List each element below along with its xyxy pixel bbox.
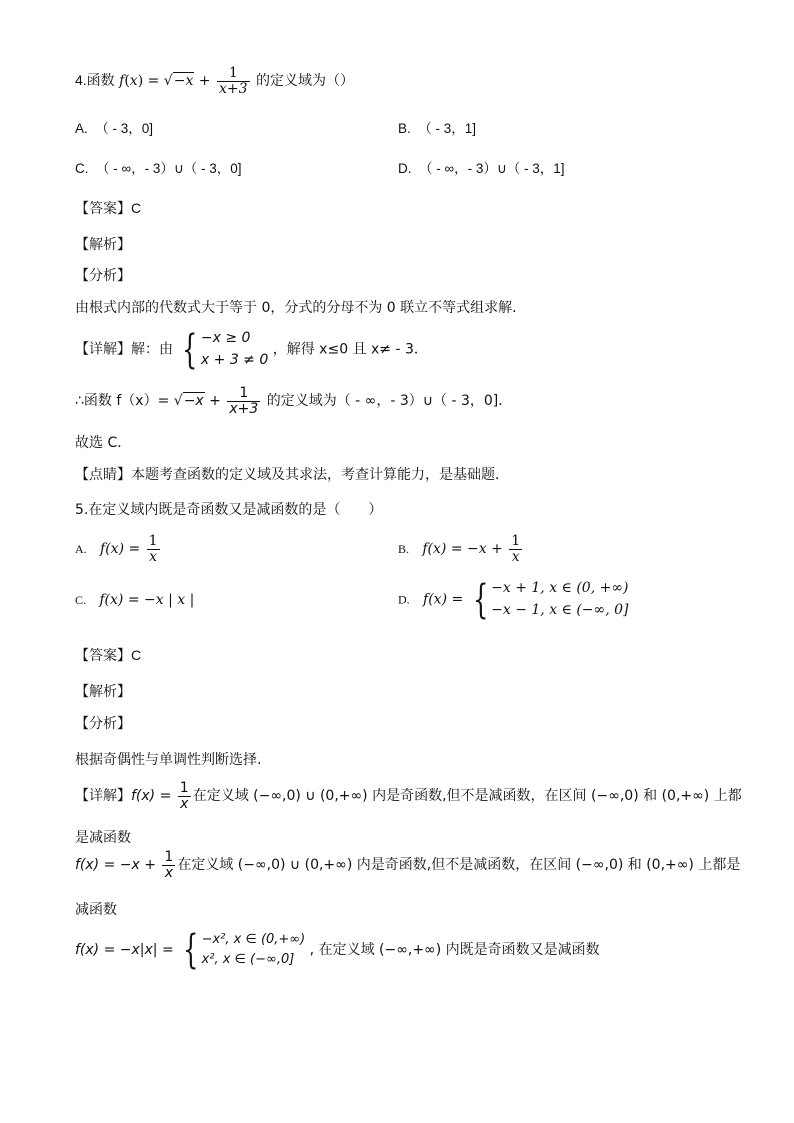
q4-guxuan: 故选 C． (75, 435, 132, 451)
q5-option-a[interactable]: A. f(x) = $\frac{1}{x}$ (75, 533, 158, 565)
q4-inequality-system: { −x ≥ 0 x + 3 ≠ 0 (182, 326, 269, 373)
q4-analysis-tag: 【解析】 (75, 237, 131, 253)
q4-option-b[interactable]: B. （ - 3，1] (398, 121, 477, 136)
q4-stem: 4.函数 f(x) = √−x + $\frac{1}{x+3}$ 的定义域为（） (75, 65, 354, 97)
q5-fenxi-tag: 【分析】 (75, 716, 131, 732)
q4-option-a[interactable]: A. （ - 3，0] (75, 121, 154, 136)
q4-xiangjie: 【详解】解：由 { −x ≥ 0 x + 3 ≠ 0 ，解得 x≤0 且 x≠ - 3． (75, 326, 428, 373)
q5-xiangjie-line3: f(x) = −x|x| = { −x², x ∈ (0,+∞) x², x ∈ (−∞,0] , 在定义域 (−∞,+∞) 内既是奇函数又是减函数 (75, 927, 600, 974)
q4-dianjing: 【点睛】本题考查函数的定义域及其求法，考查计算能力，是基础题． (75, 467, 509, 483)
q5-option-b[interactable]: B. f(x) = −x + $\frac{1}{x}$ (398, 533, 521, 565)
q4-fenxi-text: 由根式内部的代数式大于等于 0，分式的分母不为 0 联立不等式组求解． (75, 300, 527, 316)
q5-analysis-tag: 【解析】 (75, 684, 131, 700)
q5-answer: 【答案】C (75, 647, 142, 664)
q5-xiangjie-line1: 【详解】f(x) = $\frac{1}{x}$ 在定义域 (−∞,0) ∪ (0,+∞) 内是奇函数,但不是减函数，在区间 (−∞,0) 和 (0,+∞) 上都 (75, 780, 742, 812)
q5-stem: 5.在定义域内既是奇函数又是减函数的是（ ） (75, 502, 383, 518)
q5-option-d[interactable]: D. f(x) = { −x + 1, x ∈ (0, +∞) −x − 1, x ∈ (−∞, 0] (398, 576, 629, 623)
q5-xiangjie-line2: f(x) = −x + $\frac{1}{x}$ 在定义域 (−∞,0) ∪ (0,+∞) 内是奇函数,但不是减函数，在区间 (−∞,0) 和 (0,+∞) 上都是 (75, 849, 741, 881)
q4-option-d[interactable]: D. （ - ∞，- 3）∪（ - 3，1] (398, 161, 565, 176)
q4-option-c[interactable]: C. （ - ∞，- 3）∪（ - 3，0] (75, 161, 242, 176)
q4-answer: 【答案】C (75, 200, 142, 217)
q4-fraction: $\frac{1}{x+3}$ (219, 65, 248, 97)
q5-fenxi-text: 根据奇偶性与单调性判断选择. (75, 752, 262, 768)
q5-xiangjie-line2-cont: 减函数 (75, 902, 117, 918)
q5-xiangjie-line1-cont: 是减函数 (75, 830, 131, 846)
q4-therefore: ∴函数 f（x）= √−x + $\frac{1}{x+3}$ 的定义域为（ - ∞，- 3）∪（ - 3，0]． (75, 385, 513, 417)
q5-option-c[interactable]: C. f(x) = −x | x | (75, 592, 195, 608)
q4-fenxi-tag: 【分析】 (75, 268, 131, 284)
